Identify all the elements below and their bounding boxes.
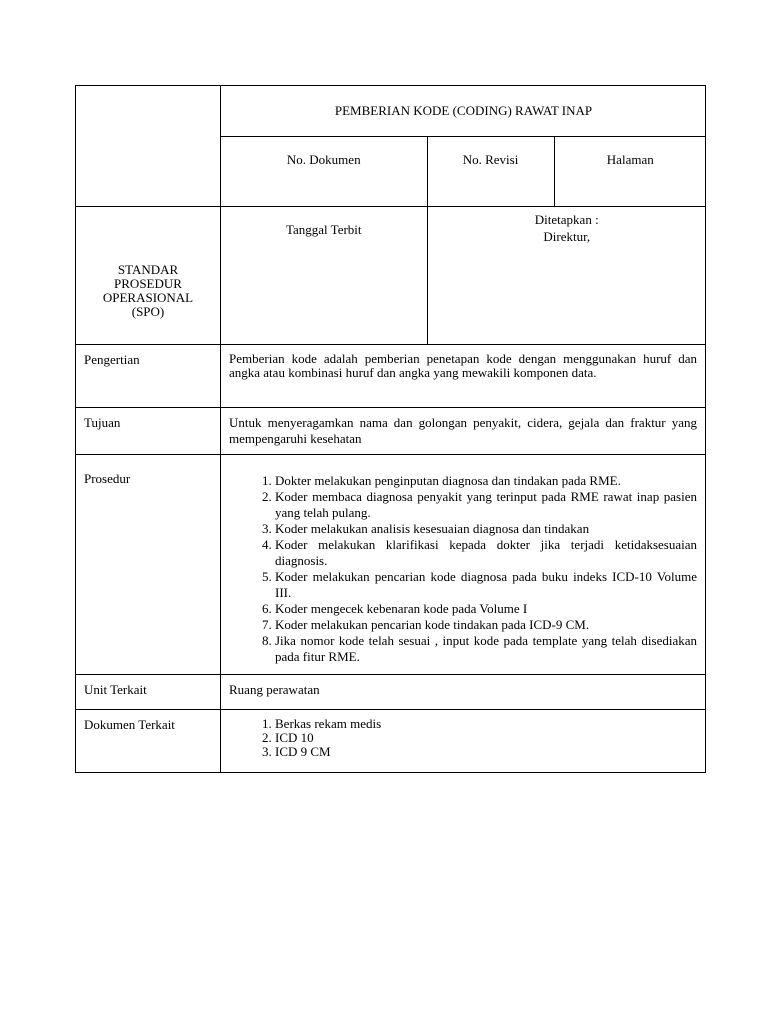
- prosedur-step-6: 6. Koder mengecek kebenaran kode pada Volume I: [275, 601, 697, 617]
- prosedur-step-8: 8. Jika nomor kode telah sesuai , input kode pada template yang telah disediakan pada fitur RME.: [275, 633, 697, 665]
- spo-line-2: PROSEDUR: [114, 275, 182, 291]
- spo-document-table: [75, 85, 706, 773]
- issue-approval-cell: [221, 207, 706, 345]
- issue-approval-inner: [221, 207, 706, 344]
- revision-label: No. Revisi: [427, 136, 554, 206]
- prosedur-step-3: 3. Koder melakukan analisis kesesuaian diagnosa dan tindakan: [275, 521, 697, 537]
- unit-terkait-text: Ruang perawatan: [221, 675, 706, 710]
- issue-date-label: Tanggal Terbit: [285, 222, 362, 237]
- header-inner-table: [221, 86, 706, 206]
- director-label: Direktur,: [543, 229, 591, 244]
- dokumen-terkait-list: [229, 717, 697, 759]
- prosedur-step-5: 5. Koder melakukan pencarian kode diagnosa pada buku indeks ICD-10 Volume III.: [275, 569, 697, 601]
- tujuan-label: Tujuan: [76, 408, 221, 455]
- prosedur-step-2: 2. Koder membaca diagnosa penyakit yang terinput pada RME rawat inap pasien yang telah pulang.: [275, 489, 697, 521]
- dokumen-terkait-item-1: 1. Berkas rekam medis: [275, 717, 697, 731]
- logo-cell: [76, 86, 221, 207]
- dokumen-terkait-item-3: 3. ICD 9 CM: [275, 745, 697, 759]
- spo-line-4: (SPO): [131, 303, 165, 319]
- pengertian-label: Pengertian: [76, 345, 221, 408]
- spo-title-cell: [76, 207, 221, 345]
- document-title: PEMBERIAN KODE (CODING) RAWAT INAP: [221, 86, 706, 136]
- page-label: Halaman: [554, 136, 706, 206]
- prosedur-label: Prosedur: [76, 455, 221, 675]
- unit-terkait-label: Unit Terkait: [76, 675, 221, 710]
- tujuan-text: Untuk menyeragamkan nama dan golongan penyakit, cidera, gejala dan fraktur yang mempengaruhi kesehatan: [221, 408, 706, 455]
- approval-cell: [427, 207, 706, 344]
- approved-label: Ditetapkan :: [534, 212, 599, 227]
- prosedur-content: [221, 455, 706, 675]
- dokumen-terkait-label: Dokumen Terkait: [76, 710, 221, 773]
- prosedur-step-1: 1. Dokter melakukan penginputan diagnosa dan tindakan pada RME.: [275, 473, 697, 489]
- header-right-cell: [221, 86, 706, 207]
- pengertian-text: Pemberian kode adalah pemberian penetapan kode dengan menggunakan huruf dan angka atau kombinasi huruf dan angka yang mewakili komponen data.: [221, 345, 706, 408]
- dokumen-terkait-item-2: 2. ICD 10: [275, 731, 697, 745]
- spo-line-1: STANDAR: [117, 261, 179, 277]
- prosedur-step-7: 7. Koder melakukan pencarian kode tindakan pada ICD-9 CM.: [275, 617, 697, 633]
- dokumen-terkait-content: [221, 710, 706, 773]
- prosedur-step-4: 4. Koder melakukan klarifikasi kepada dokter jika terjadi ketidaksesuaian diagnosis.: [275, 537, 697, 569]
- prosedur-steps: [229, 473, 697, 665]
- spo-line-3: OPERASIONAL: [102, 289, 194, 305]
- doc-number-label: No. Dokumen: [286, 151, 361, 167]
